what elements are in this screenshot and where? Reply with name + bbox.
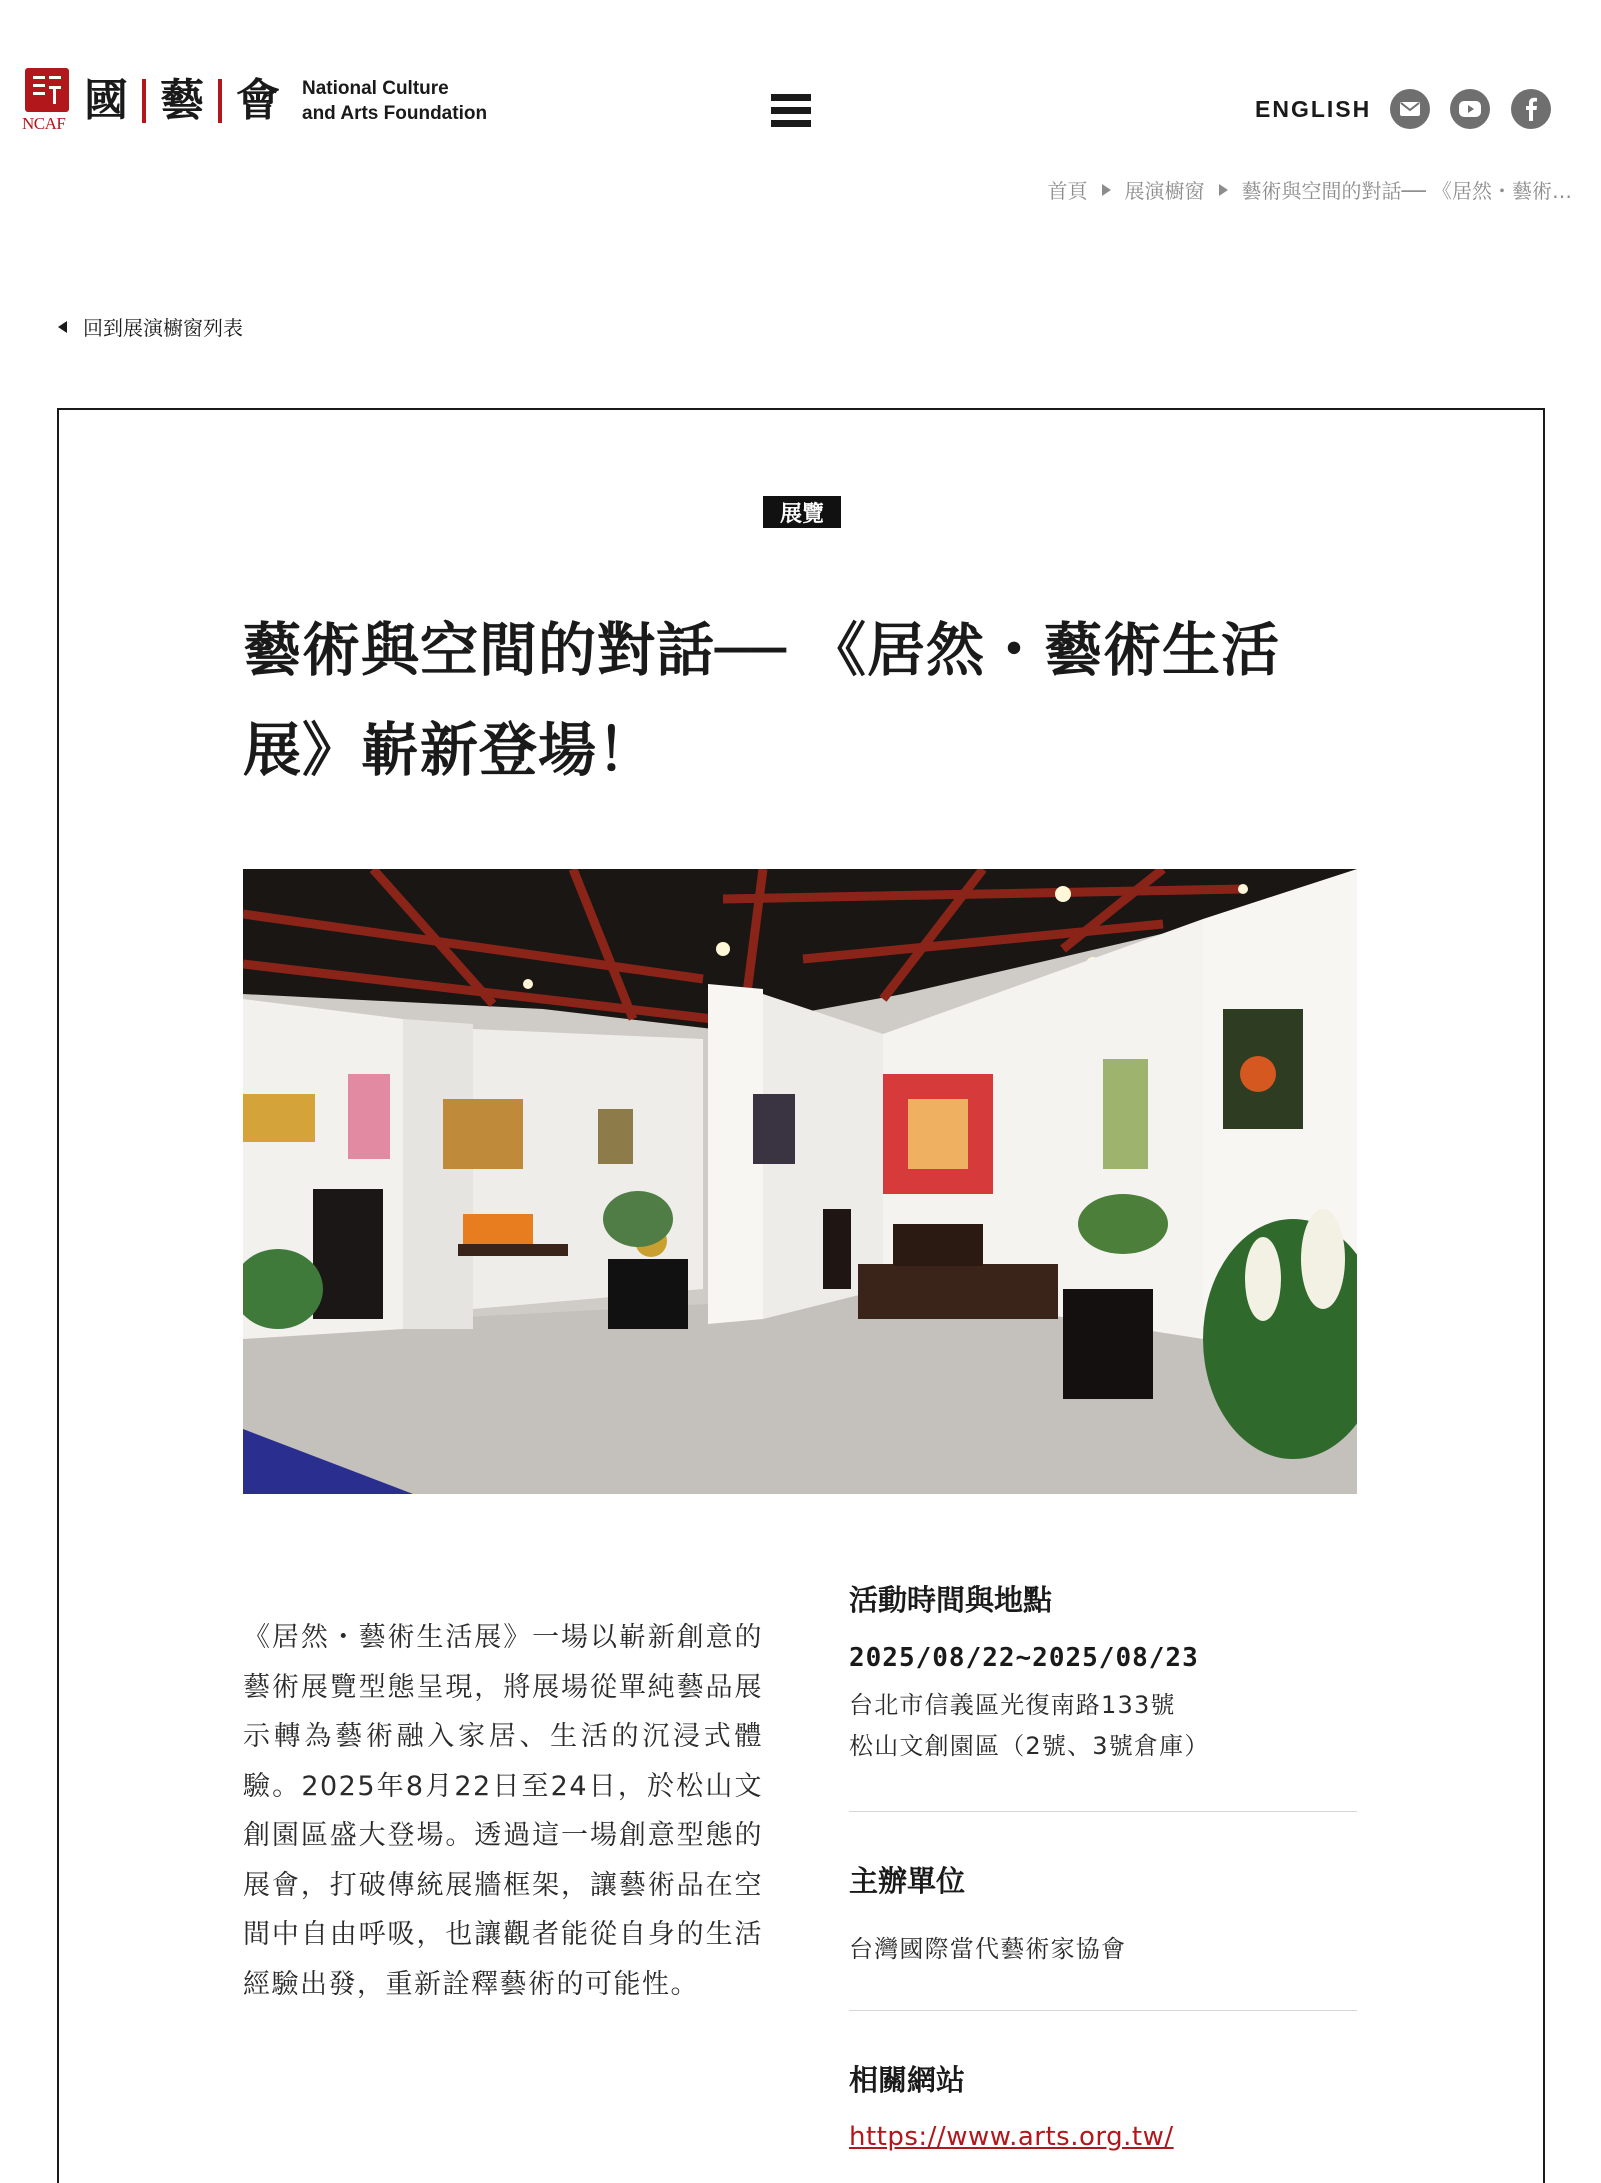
- facebook-icon[interactable]: [1511, 89, 1551, 129]
- breadcrumb-separator-icon: [1102, 184, 1111, 196]
- logo-en-line2: and Arts Foundation: [302, 103, 488, 124]
- back-arrow-icon: [58, 321, 67, 333]
- address-line1: 台北市信義區光復南路133號: [849, 1691, 1176, 1719]
- logo-divider: [142, 79, 146, 123]
- seal-emblem-icon: [25, 68, 69, 112]
- logo-english-name: [302, 76, 487, 126]
- website-link-row: [849, 2122, 1357, 2152]
- logo-seal-text: NCAF: [22, 114, 66, 133]
- event-date: 2025/08/22~2025/08/23: [849, 1643, 1199, 1673]
- event-address: [849, 1685, 1357, 1767]
- mail-icon[interactable]: [1390, 89, 1430, 129]
- breadcrumb: [1048, 175, 1572, 204]
- organizer-name: 台灣國際當代藝術家協會: [849, 1935, 1127, 1963]
- back-link-label: 回到展演櫥窗列表: [83, 316, 243, 340]
- breadcrumb-showcase[interactable]: 展演櫥窗: [1124, 179, 1205, 203]
- breadcrumb-separator-icon: [1219, 184, 1228, 196]
- youtube-icon[interactable]: [1450, 89, 1490, 129]
- english-language-link[interactable]: ENGLISH: [1255, 96, 1372, 122]
- website-link[interactable]: https://www.arts.org.tw/: [849, 2122, 1174, 2152]
- category-tag: 展覽: [763, 496, 841, 528]
- article-title: [243, 600, 1363, 800]
- article-title-line2: 展》嶄新登場！: [243, 716, 657, 784]
- address-line2: 松山文創園區（2號、3號倉庫）: [849, 1732, 1210, 1760]
- website-heading: 相關網站: [849, 2063, 966, 2097]
- logo-chinese-name: [84, 75, 280, 126]
- logo-char: 國: [84, 75, 128, 126]
- article-title-line1: 藝術與空間的對話── 《居然・藝術生活: [243, 616, 1281, 684]
- breadcrumb-home[interactable]: 首頁: [1047, 179, 1088, 203]
- site-logo[interactable]: [22, 68, 487, 134]
- time-place-heading: 活動時間與地點: [849, 1583, 1053, 1617]
- section-divider: [849, 1811, 1357, 1812]
- hamburger-menu-icon[interactable]: [771, 94, 811, 128]
- logo-char: 會: [236, 75, 280, 126]
- logo-divider: [218, 79, 222, 123]
- article-description: 《居然・藝術生活展》一場以嶄新創意的藝術展覽型態呈現，將展場從單純藝品展示轉為藝術融入家居、生活的沉浸式體驗。2025年8月22日至24日，於松山文創園區盛大登場。透過這一場創意型態的展會，打破傳統展牆框架，讓藝術品在空間中自由呼吸，也讓觀者能從自身的生活經驗出發，重新詮釋藝術的可能性。: [243, 1622, 763, 2000]
- logo-seal: [22, 68, 72, 134]
- back-to-list-link[interactable]: [58, 312, 243, 341]
- organizer-heading: 主辦單位: [849, 1864, 966, 1898]
- exhibition-photo: [243, 869, 1357, 1494]
- logo-char: 藝: [160, 75, 204, 126]
- section-divider: [849, 2010, 1357, 2011]
- breadcrumb-current: 藝術與空間的對話── 《居然・藝術…: [1241, 179, 1572, 203]
- logo-en-line1: National Culture: [302, 78, 449, 99]
